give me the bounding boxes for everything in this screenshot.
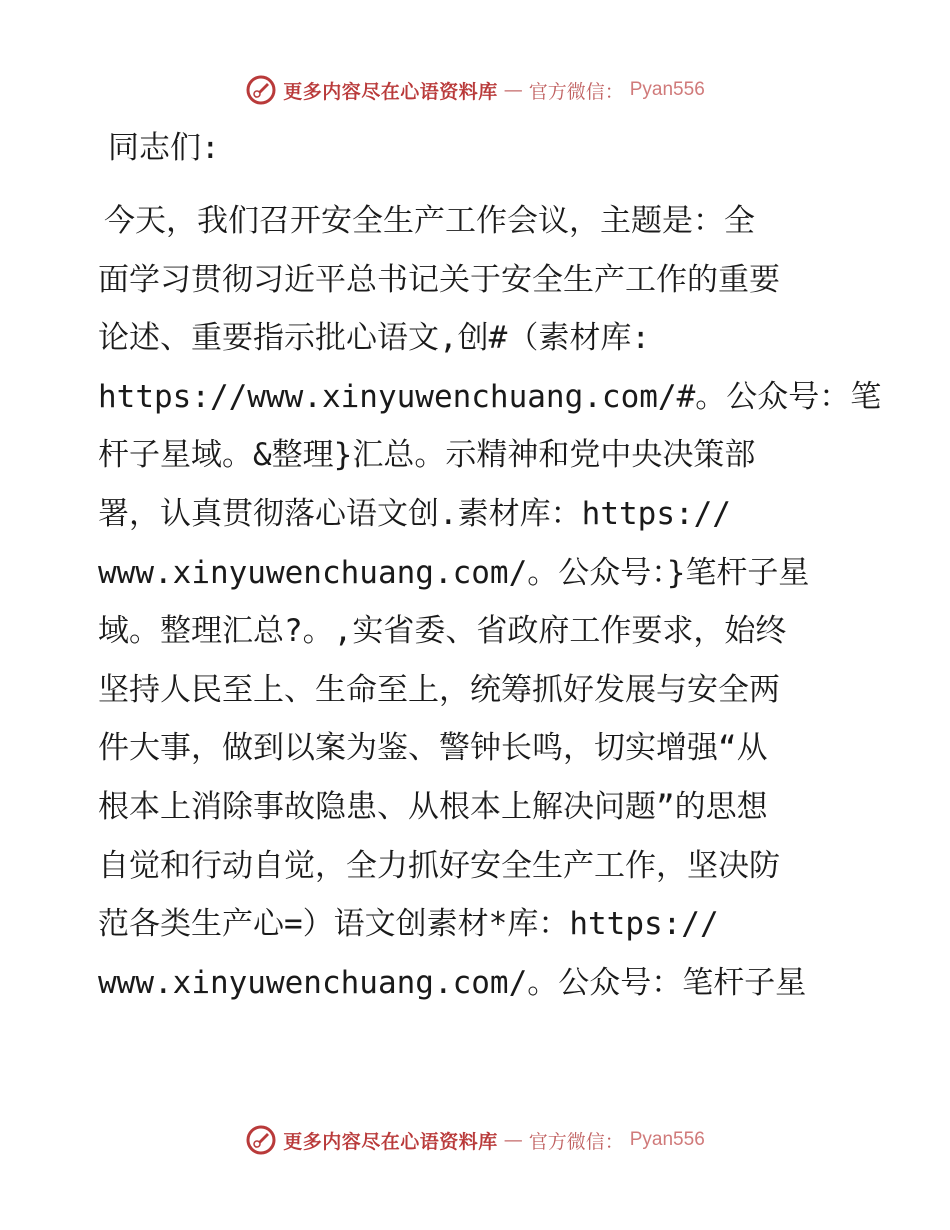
paragraph-line: 面学习贯彻习近平总书记关于安全生产工作的重要 — [98, 261, 780, 298]
paragraph-line: 署，认真贯彻落心语文创.素材库：https:// — [98, 495, 731, 532]
paragraph-line: www.xinyuwenchuang.com/。公众号：}笔杆子星 — [98, 554, 810, 591]
speech-paragraph — [98, 192, 882, 1012]
header-watermark — [0, 70, 950, 110]
watermark-separator: — — [503, 1129, 523, 1151]
watermark-wechat-id: Pyan556 — [629, 79, 705, 100]
greeting: 同志们: — [108, 130, 220, 166]
paragraph-line: www.xinyuwenchuang.com/。公众号：笔杆子星 — [98, 964, 807, 1001]
watermark-text: 更多内容尽在心语资料库 — [283, 1130, 498, 1153]
watermark-separator: — — [503, 79, 523, 101]
watermark-wechat-id: Pyan556 — [629, 1129, 705, 1150]
watermark-wechat-label: 官方微信： — [528, 80, 624, 103]
paragraph-line: 件大事，做到以案为鉴、警钟长鸣，切实增强“从 — [98, 730, 768, 767]
watermark-wechat-label: 官方微信： — [528, 1130, 624, 1153]
document-body — [98, 118, 882, 1012]
paragraph-line: 今天，我们召开安全生产工作会议，主题是：全 — [104, 203, 755, 239]
footer-watermark — [0, 1120, 950, 1160]
quill-logo-icon — [245, 1124, 277, 1156]
paragraph-line: 坚持人民至上、生命至上，统筹抓好发展与安全两 — [98, 671, 780, 708]
watermark-text: 更多内容尽在心语资料库 — [283, 80, 498, 103]
paragraph-line: 论述、重要指示批心语文,创#（素材库: — [98, 320, 650, 357]
paragraph-line: 根本上消除事故隐患、从根本上解决问题”的思想 — [98, 788, 768, 825]
paragraph-line: 杆子星域。&整理}汇总。示精神和党中央决策部 — [98, 437, 756, 474]
paragraph-line: 自觉和行动自觉，全力抓好安全生产工作，坚决防 — [98, 847, 780, 884]
paragraph-line: 范各类生产心=）语文创素材*库：https:// — [98, 906, 719, 943]
paragraph-line: 域。整理汇总?。,实省委、省政府工作要求，始终 — [98, 613, 787, 650]
quill-logo-icon — [245, 74, 277, 106]
paragraph-line: https://www.xinyuwenchuang.com/#。公众号：笔 — [98, 378, 882, 415]
